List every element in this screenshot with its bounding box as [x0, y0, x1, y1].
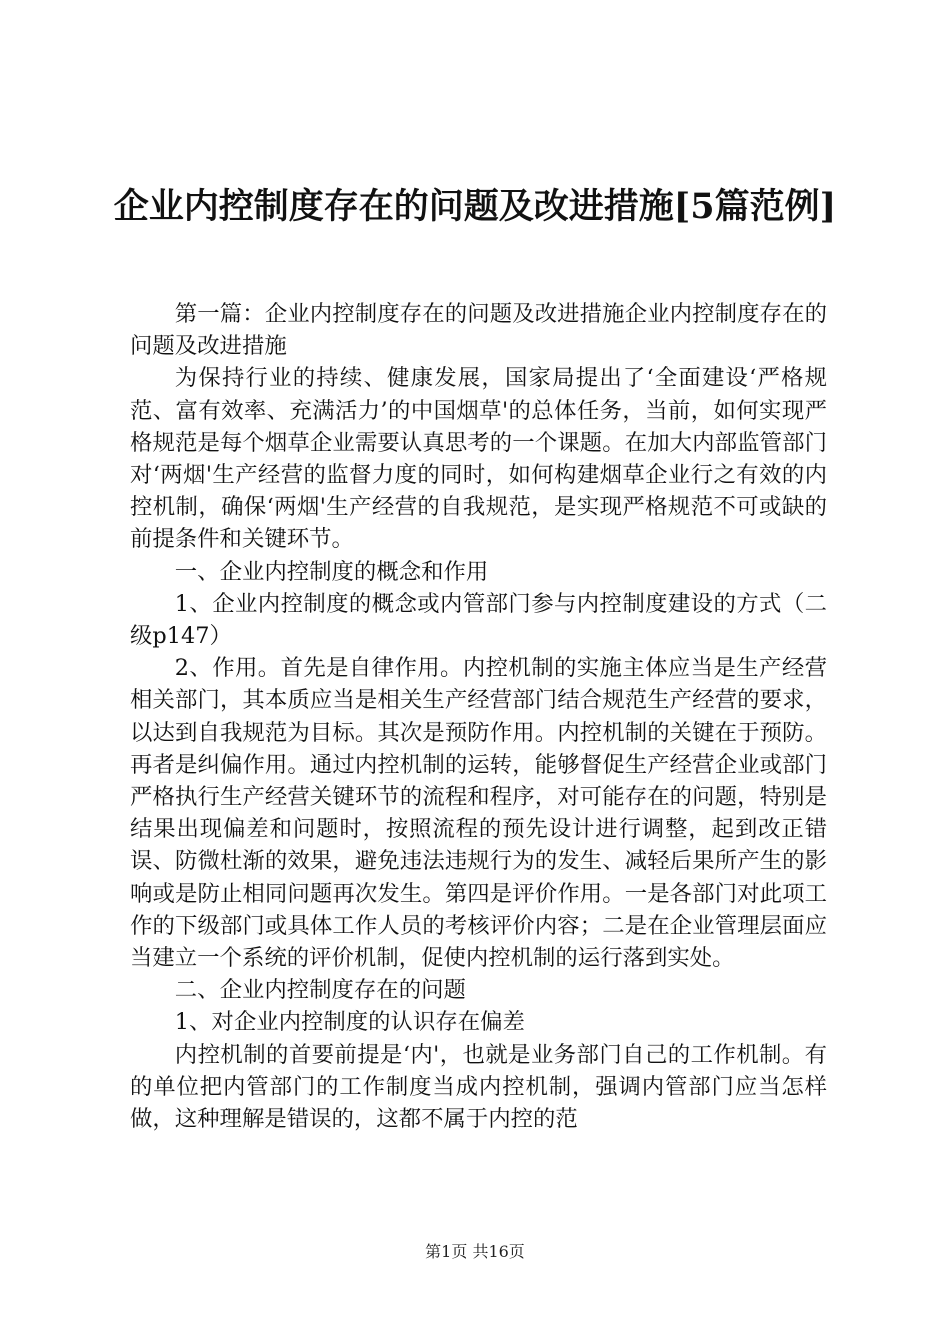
section-heading: 二、企业内控制度存在的问题: [174, 977, 466, 1004]
paragraph: 1、企业内控制度的概念或内管部门参与内控制度建设的方式（二级p147）: [130, 590, 827, 650]
paragraph: 内控机制的首要前提是‘内'，也就是业务部门自己的工作机制。有的单位把内管部门的工作制度当成内控机制，强调内管部门应当怎样做，这种理解是错误的，这都不属于内控的范: [130, 1041, 827, 1133]
subsection-heading: 1、对企业内控制度的认识存在偏差: [174, 1009, 525, 1036]
paragraph: 第一篇：企业内控制度存在的问题及改进措施企业内控制度存在的问题及改进措施: [130, 301, 827, 360]
document-title: 企业内控制度存在的问题及改进措施[5篇范例]: [113, 186, 837, 227]
document-body: [130, 298, 827, 1135]
page-footer: 第1页 共16页: [425, 1242, 525, 1261]
paragraph: 为保持行业的持续、健康发展，国家局提出了‘全面建设‘严格规范、富有效率、充满活力’的中国烟草'的总体任务，当前，如何实现严格规范是每个烟草企业需要认真思考的一个课题。在加大内部监管部门对‘两烟'生产经营的监督力度的同时，如何构建烟草企业行之有效的内控机制，确保‘两烟'生产经营的自我规范，是实现严格规范不可或缺的前提条件和关键环节。: [130, 365, 827, 553]
section-heading: 一、企业内控制度的概念和作用: [174, 558, 489, 585]
paragraph: 2、作用。首先是自律作用。内控机制的实施主体应当是生产经营相关部门，其本质应当是相关生产经营部门结合规范生产经营的要求，以达到自我规范为目标。其次是预防作用。内控机制的关键在于预防。再者是纠偏作用。通过内控机制的运转，能够督促生产经营企业或部门严格执行生产经营关键环节的流程和程序，对可能存在的问题，特别是结果出现偏差和问题时，按照流程的预先设计进行调整，起到改正错误、防微杜渐的效果，避免违法违规行为的发生、减轻后果所产生的影响或是防止相同问题再次发生。第四是评价作用。一是各部门对此项工作的下级部门或具体工作人员的考核评价内容；二是在企业管理层面应当建立一个系统的评价机制，促使内控机制的运行落到实处。: [130, 655, 827, 972]
